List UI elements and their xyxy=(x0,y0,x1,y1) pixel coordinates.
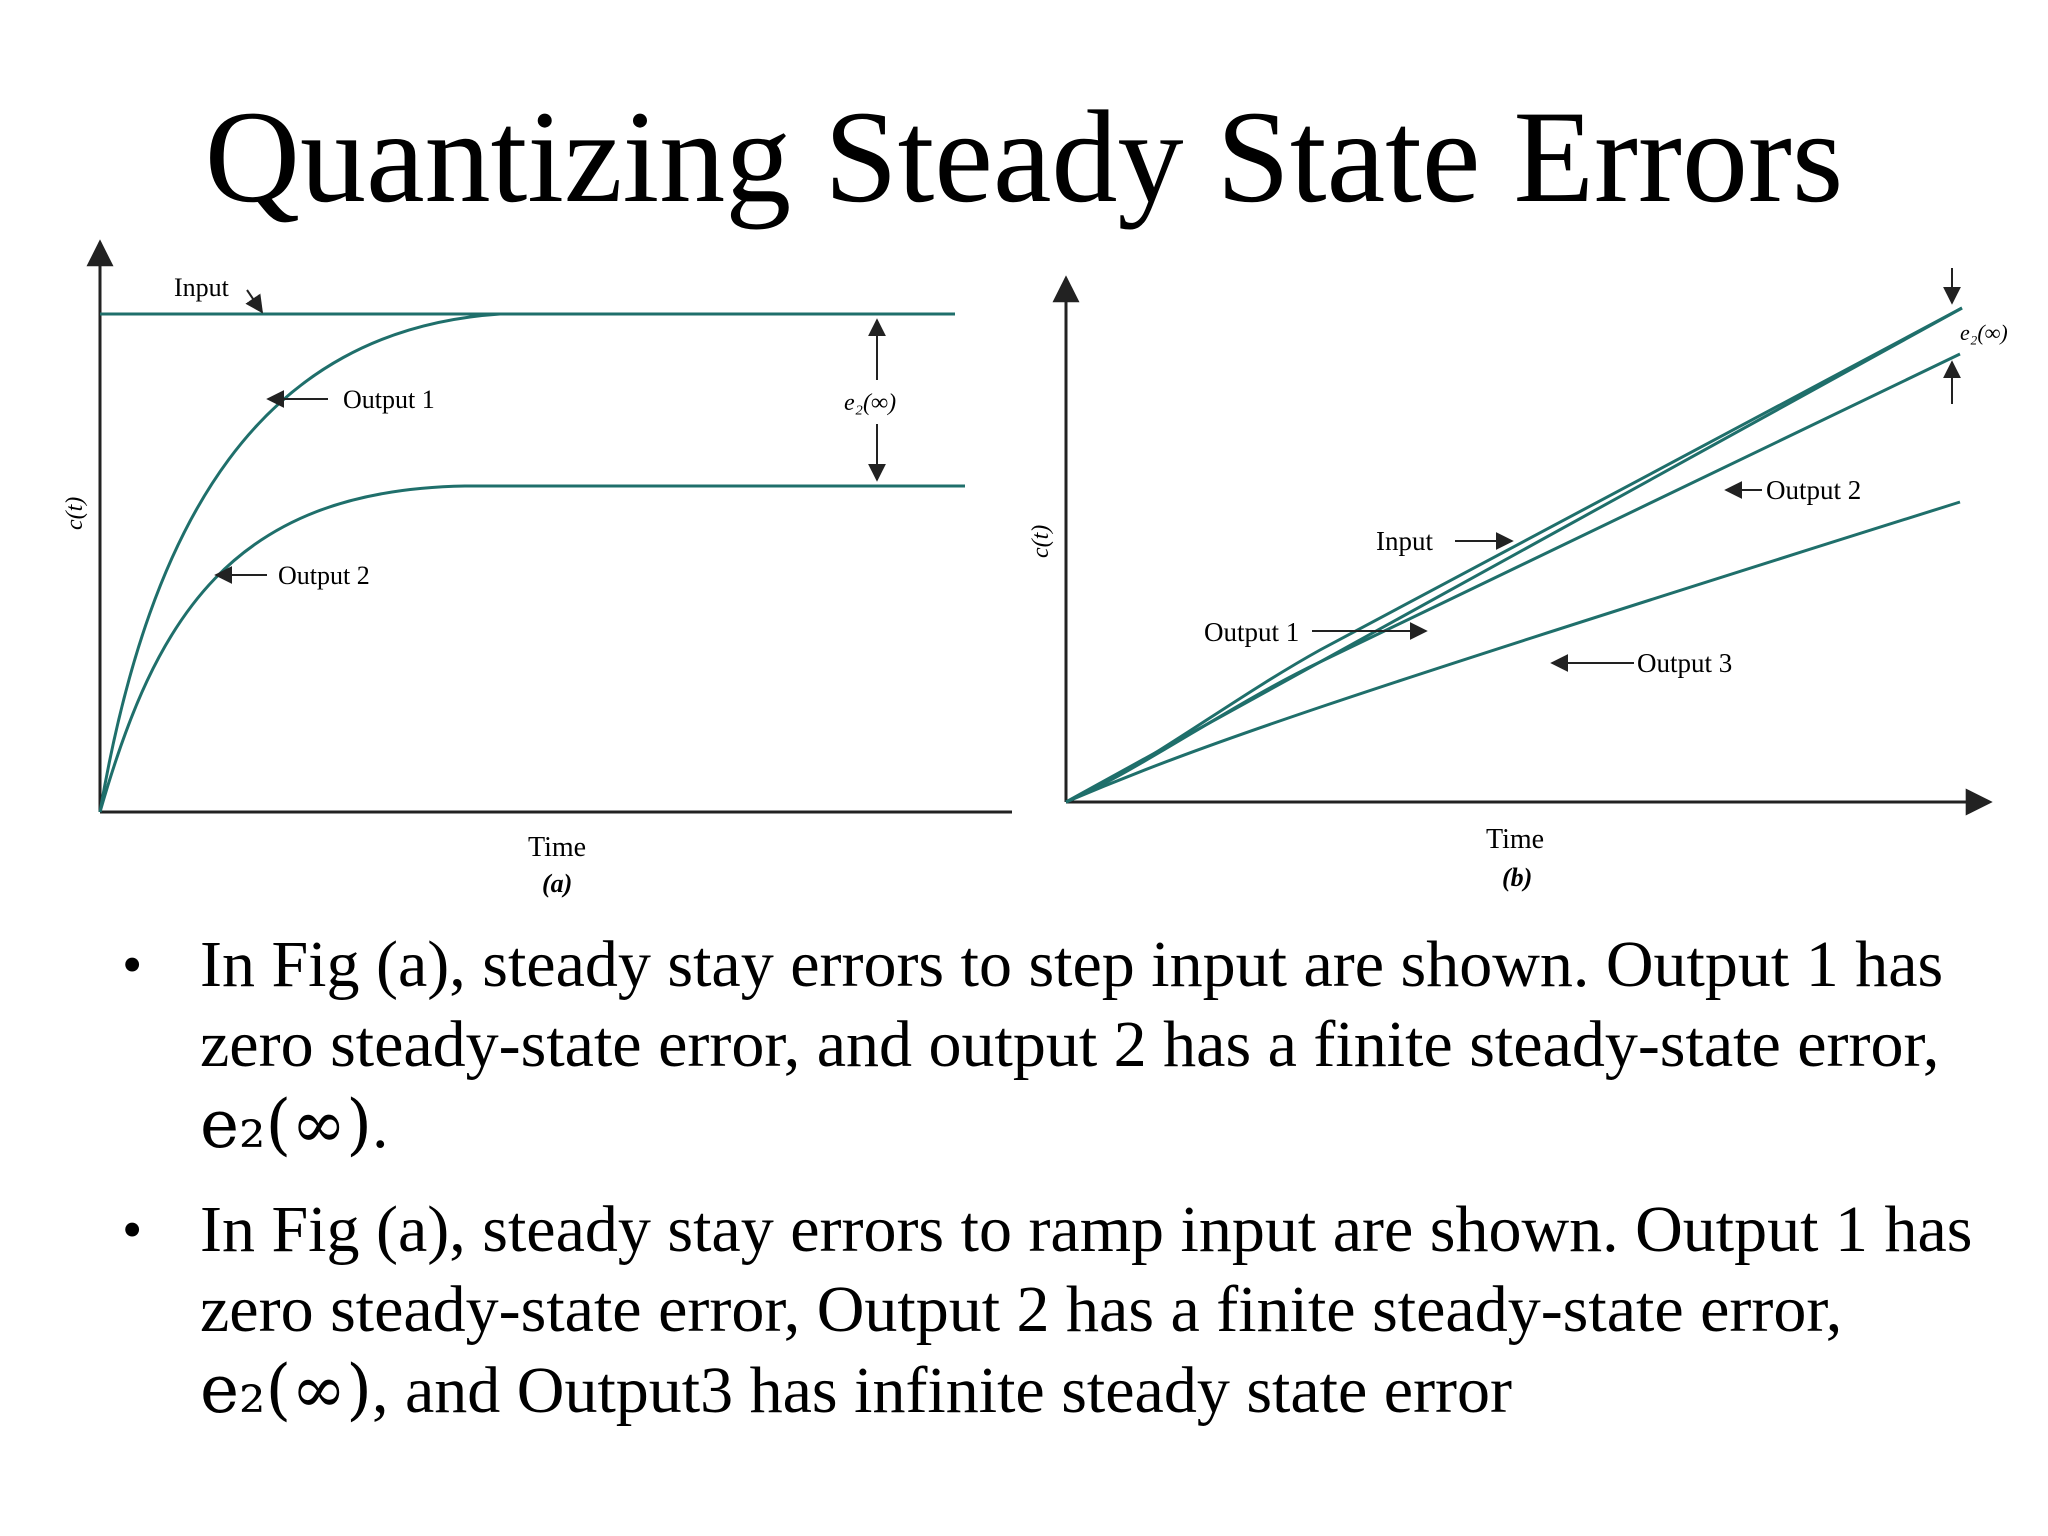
bullet-text: In Fig (a), steady stay errors to step input are shown. Output 1 has zero steady-state error, and output 2 has a finite steady-state error, xyxy=(200,928,1944,1081)
bullet-item-ramp xyxy=(108,1190,2008,1431)
figure-b-ylabel: c(t) xyxy=(1028,524,1054,558)
figure-b-xlabel: Time xyxy=(1486,824,1545,855)
figure-b-label-output3: Output 3 xyxy=(1637,648,1733,678)
bullet-item-step xyxy=(108,925,2008,1166)
error-symbol: e₂(∞) xyxy=(200,1351,372,1428)
figure-a-input-pointer xyxy=(247,290,262,312)
figure-b xyxy=(1028,268,2008,892)
figure-b-caption: (b) xyxy=(1502,863,1533,892)
figure-a-label-output2: Output 2 xyxy=(278,561,370,590)
bullet-tail: . xyxy=(372,1089,389,1162)
figure-a-output2-curve xyxy=(100,486,965,812)
slide-title: Quantizing Steady State Errors xyxy=(204,83,1844,230)
figure-a xyxy=(62,242,1012,898)
figure-b-output2-curve xyxy=(1066,354,1960,802)
figure-a-label-error: e₂(∞) xyxy=(844,390,897,416)
figure-a-ylabel: c(t) xyxy=(62,496,88,530)
figure-a-caption: (a) xyxy=(542,869,573,898)
figure-b-label-output1: Output 1 xyxy=(1204,617,1300,647)
figure-b-label-input: Input xyxy=(1376,526,1433,556)
figure-a-label-input: Input xyxy=(174,273,229,302)
bullet-tail: , and Output3 has infinite steady state error xyxy=(372,1354,1513,1427)
bullet-marker: • xyxy=(122,1197,143,1262)
figure-a-label-output1: Output 1 xyxy=(343,385,435,414)
figure-a-xlabel: Time xyxy=(528,832,587,863)
error-symbol: e₂(∞) xyxy=(200,1086,372,1163)
bullet-marker: • xyxy=(122,932,143,997)
bullet-text: In Fig (a), steady stay errors to ramp input are shown. Output 1 has zero steady-state error, Output 2 has a finite steady-state error, xyxy=(200,1193,1973,1346)
figure-b-label-output2: Output 2 xyxy=(1766,475,1862,505)
bullet-list xyxy=(108,925,2008,1455)
figure-b-label-error: e₂(∞) xyxy=(1960,320,2008,345)
